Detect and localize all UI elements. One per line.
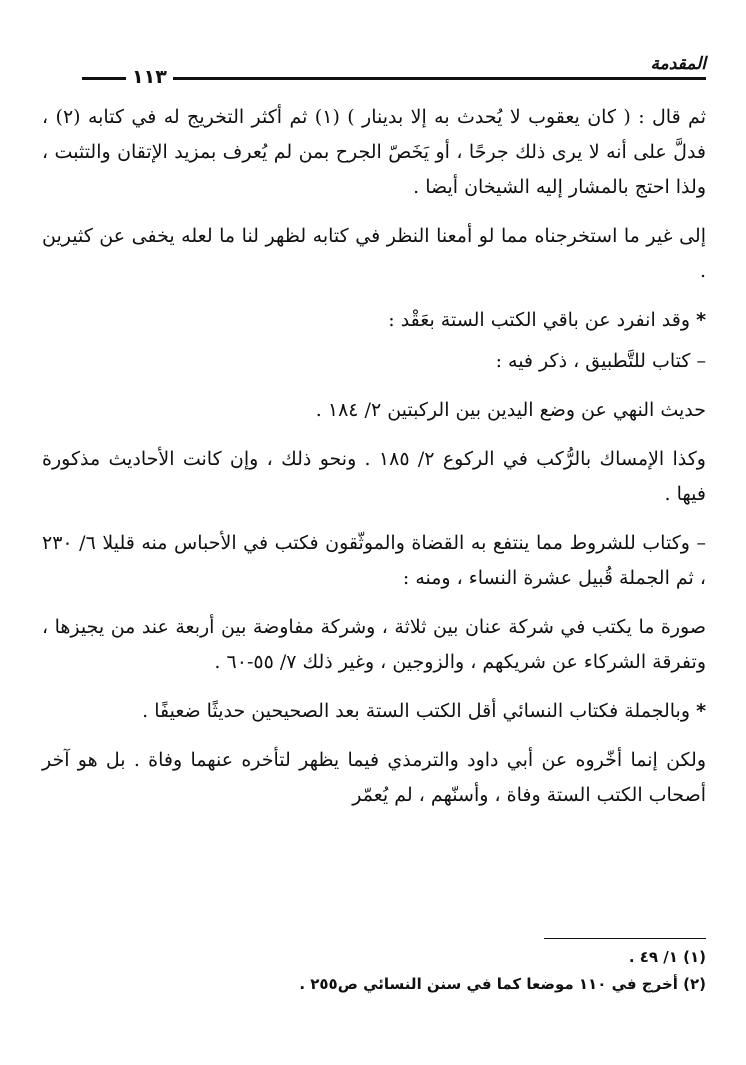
paragraph-1: ثم قال : ( كان يعقوب لا يُحدث به إلا بدينار ) (١) ثم أكثر التخريج له في كتابه (٢) ، فدلَّ على أنه لا يرى ذلك جرحًا ، أو يَخَصّ الجرح بمن لم يُعرف بمزيد الإتقان والتثبت ، ولذا احتج بالمشار إليه الشيخان أيضا . xyxy=(42,106,706,198)
dash-text-2: وكتاب للشروط مما ينتفع به القضاة والموثّقون فكتب في الأحباس منه قليلا ٦/ ٢٣٠ ، ثم الجملة قُبيل عشرة النساء ، ومنه : xyxy=(42,532,706,589)
dash-marker: – xyxy=(696,532,706,554)
bullet-text-1: وقد انفرد عن باقي الكتب الستة بعَقْد : xyxy=(388,309,691,331)
running-title: المقدمة xyxy=(650,54,706,74)
footnote-1: (١) ١/ ٤٩ . xyxy=(628,948,706,966)
dash-marker: – xyxy=(696,350,706,372)
paragraph-10: ولكن إنما أخّروه عن أبي داود والترمذي فيما يظهر لتأخره عنهما وفاة . بل هو آخر أصحاب الكتب الستة وفاة ، وأسنّهم ، لم يُعمّر xyxy=(42,749,706,806)
dash-paragraph-1 xyxy=(42,344,706,379)
paragraph-8: صورة ما يكتب في شركة عنان بين ثلاثة ، وشركة مفاوضة بين أربعة عند من يجيزها ، وتفرقة الشركاء عن شريكهم ، والزوجين ، وغير ذلك ٧/ ٥٥-٦٠ . xyxy=(42,616,706,673)
bullet-paragraph-1 xyxy=(42,303,706,338)
paragraph-5: حديث النهي عن وضع اليدين بين الركبتين ٢/ ١٨٤ . xyxy=(315,399,706,421)
paragraph-2: إلى غير ما استخرجناه مما لو أمعنا النظر في كتابه لظهر لنا ما لعله يخفى عن كثيرين . xyxy=(42,225,706,282)
star-marker: * xyxy=(696,700,706,722)
star-marker: * xyxy=(696,309,706,331)
main-text xyxy=(42,100,706,813)
footnotes xyxy=(42,944,706,998)
footnote-2: (٢) أخرج في ١١٠ موضعا كما في سنن النسائي ص٢٥٥ . xyxy=(299,975,706,993)
bullet-text-2: وبالجملة فكتاب النسائي أقل الكتب الستة بعد الصحيحين حديثًا ضعيفًا . xyxy=(142,700,691,722)
header-rule xyxy=(82,77,706,80)
dash-text-1: كتاب للتَّطبيق ، ذكر فيه : xyxy=(495,350,691,372)
page-number: ١١٣ xyxy=(126,62,173,92)
footnote-separator xyxy=(544,938,706,939)
bullet-paragraph-2 xyxy=(42,694,706,729)
dash-paragraph-2 xyxy=(42,526,706,596)
paragraph-6: وكذا الإمساك بالرُّكب في الركوع ٢/ ١٨٥ . ونحو ذلك ، وإن كانت الأحاديث مذكورة فيها . xyxy=(42,448,706,505)
